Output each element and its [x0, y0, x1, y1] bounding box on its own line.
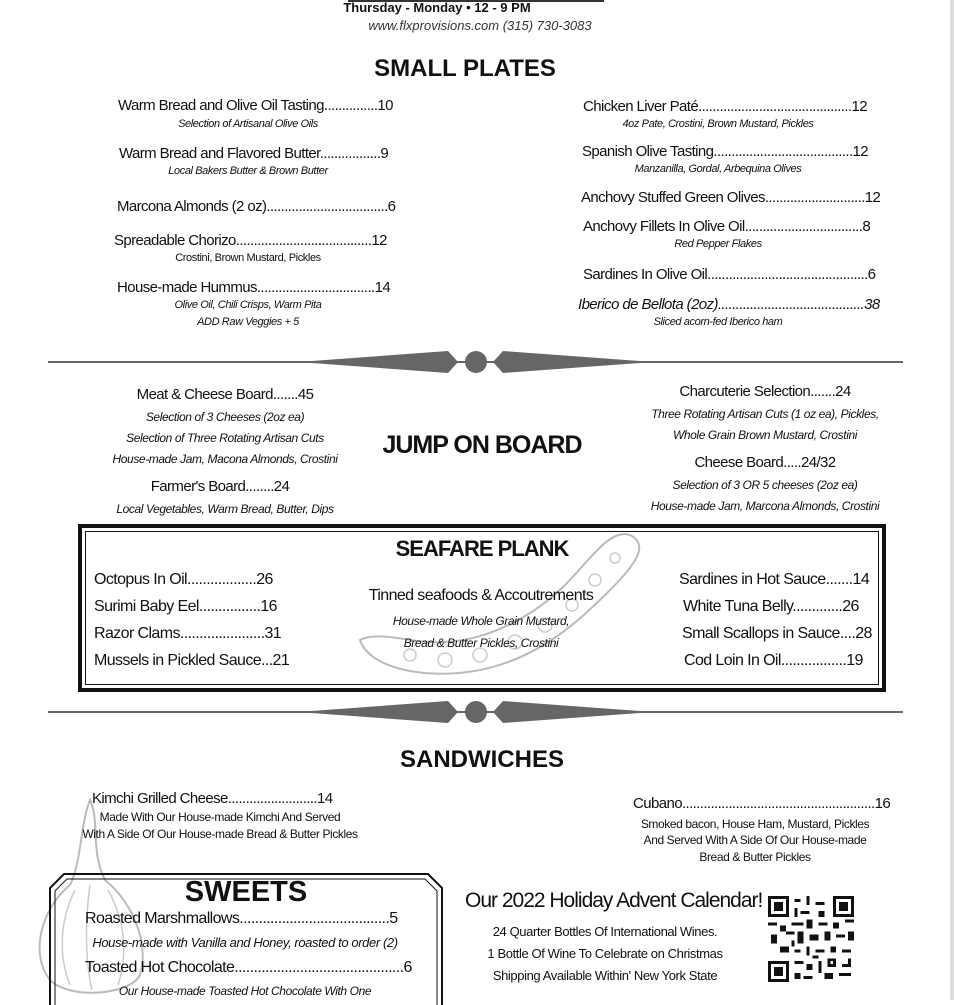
qr-code[interactable]	[768, 896, 854, 982]
sweets-item-desc: House-made with Vanilla and Honey, roasted to order (2)	[92, 935, 398, 950]
menu-item-desc: Olive Oil, Chili Crisps, Warm Pita	[174, 299, 322, 311]
menu-item-desc: Manzanilla, Gordal, Arbequina Olives	[634, 163, 802, 175]
sweets-item-name: Toasted Hot Chocolate............................................6	[85, 959, 412, 976]
menu-item-name: Marcona Almonds (2 oz)..................................6	[117, 198, 396, 215]
board-item-desc: Selection of 3 OR 5 cheeses (2oz ea)	[672, 478, 858, 492]
page-edge	[950, 0, 954, 1000]
board-item-desc: Three Rotating Artisan Cuts (1 oz ea), Pickles,	[651, 407, 879, 421]
seafare-item: Octopus In Oil..................26	[94, 571, 273, 588]
sandwich-desc: Bread & Butter Pickles	[699, 850, 811, 864]
board-item-desc: Whole Grain Brown Mustard, Crostini	[672, 428, 858, 442]
sweets-title: SWEETS	[184, 876, 308, 908]
board-item-name: Charcuterie Selection.......24	[679, 383, 851, 400]
menu-item-name: Warm Bread and Flavored Butter.................9	[119, 145, 389, 162]
board-item-name: Farmer's Board........24	[150, 478, 290, 495]
board-item-desc: House-made Jam, Marcona Almonds, Crostini	[650, 499, 880, 513]
seafare-center-desc: Bread & Butter Pickles, Crostini	[403, 636, 559, 650]
hours-text: Thursday - Monday • 12 - 9 PM	[343, 0, 531, 15]
seafare-center-title: Tinned seafoods & Accoutrements	[368, 587, 594, 604]
menu-item-desc: Selection of Artisanal Olive Oils	[178, 118, 318, 130]
board-item-desc: Selection of Three Rotating Artisan Cuts	[126, 431, 324, 445]
menu-item-name: Anchovy Stuffed Green Olives............................12	[581, 189, 881, 206]
sandwiches-title: SANDWICHES	[399, 746, 564, 773]
menu-item-desc: 4oz Pate, Crostini, Brown Mustard, Pickles	[622, 118, 814, 130]
sandwich-desc: Made With Our House-made Kimchi And Served	[99, 810, 341, 824]
menu-item-addon: ADD Raw Veggies + 5	[197, 316, 299, 328]
sandwich-desc: Smoked bacon, House Ham, Mustard, Pickles	[640, 817, 870, 831]
board-item-name: Cheese Board.....24/32	[694, 454, 836, 471]
menu-item-name: Anchovy Fillets In Olive Oil.................................8	[583, 218, 871, 235]
menu-item-name: Iberico de Bellota (2oz).........................................38	[578, 296, 880, 313]
advent-desc: 24 Quarter Bottles Of International Wines.	[492, 924, 718, 939]
seafare-item: Surimi Baby Eel................16	[94, 598, 277, 615]
menu-item-desc: Sliced acorn-fed Iberico ham	[653, 316, 783, 328]
board-title: JUMP ON BOARD	[382, 431, 582, 459]
seafare-item: Cod Loin In Oil.................19	[684, 652, 863, 669]
section-divider	[48, 698, 903, 726]
advent-desc: Shipping Available Within' New York State	[492, 968, 718, 983]
seafare-center-desc: House-made Whole Grain Mustard,	[392, 614, 570, 628]
menu-item-name: Chicken Liver Paté...........................................12	[583, 98, 867, 115]
advent-title: Our 2022 Holiday Advent Calendar!	[465, 889, 763, 912]
menu-item-name: Spanish Olive Tasting.......................................12	[582, 143, 868, 160]
section-divider	[48, 348, 903, 376]
board-item-name: Meat & Cheese Board.......45	[136, 386, 314, 403]
contact-line[interactable]: www.flxprovisions.com (315) 730-3083	[368, 18, 592, 33]
sandwich-name: Cubano......................................................16	[633, 795, 891, 812]
board-item-desc: House-made Jam, Macona Almonds, Crostini	[112, 452, 338, 466]
seafare-item: Sardines in Hot Sauce.......14	[679, 571, 870, 588]
sandwich-desc: With A Side Of Our House-made Bread & Butter Pickles	[82, 827, 358, 841]
menu-item-name: House-made Hummus.................................14	[117, 279, 391, 296]
sandwich-desc: And Served With A Side Of Our House-made	[643, 833, 867, 847]
menu-item-desc: Red Pepper Flakes	[674, 238, 762, 250]
seafare-item: Razor Clams......................31	[94, 625, 282, 642]
seafare-title: SEAFARE PLANK	[395, 536, 569, 561]
menu-item-desc: Local Bakers Butter & Brown Butter	[168, 165, 328, 177]
menu-item-name: Spreadable Chorizo......................................12	[114, 232, 387, 249]
board-item-desc: Local Vegetables, Warm Bread, Butter, Dips	[116, 502, 334, 516]
sweets-item-name: Roasted Marshmallows.......................................5	[85, 910, 398, 927]
menu-item-name: Warm Bread and Olive Oil Tasting...............10	[118, 97, 393, 114]
menu-item-desc: Crostini, Brown Mustard, Pickles	[175, 252, 321, 264]
seafare-item: Small Scallops in Sauce....28	[682, 625, 872, 642]
board-item-desc: Selection of 3 Cheeses (2oz ea)	[145, 410, 305, 424]
sandwich-name: Kimchi Grilled Cheese.........................14	[92, 790, 333, 807]
small-plates-title: SMALL PLATES	[374, 55, 556, 82]
menu-item-name: Sardines In Olive Oil.............................................6	[583, 266, 876, 283]
seafare-item: White Tuna Belly.............26	[683, 598, 859, 615]
sweets-item-desc: Our House-made Toasted Hot Chocolate With One	[118, 984, 372, 998]
advent-desc: 1 Bottle Of Wine To Celebrate on Christmas	[487, 946, 723, 961]
seafare-item: Mussels in Pickled Sauce...21	[94, 652, 290, 669]
